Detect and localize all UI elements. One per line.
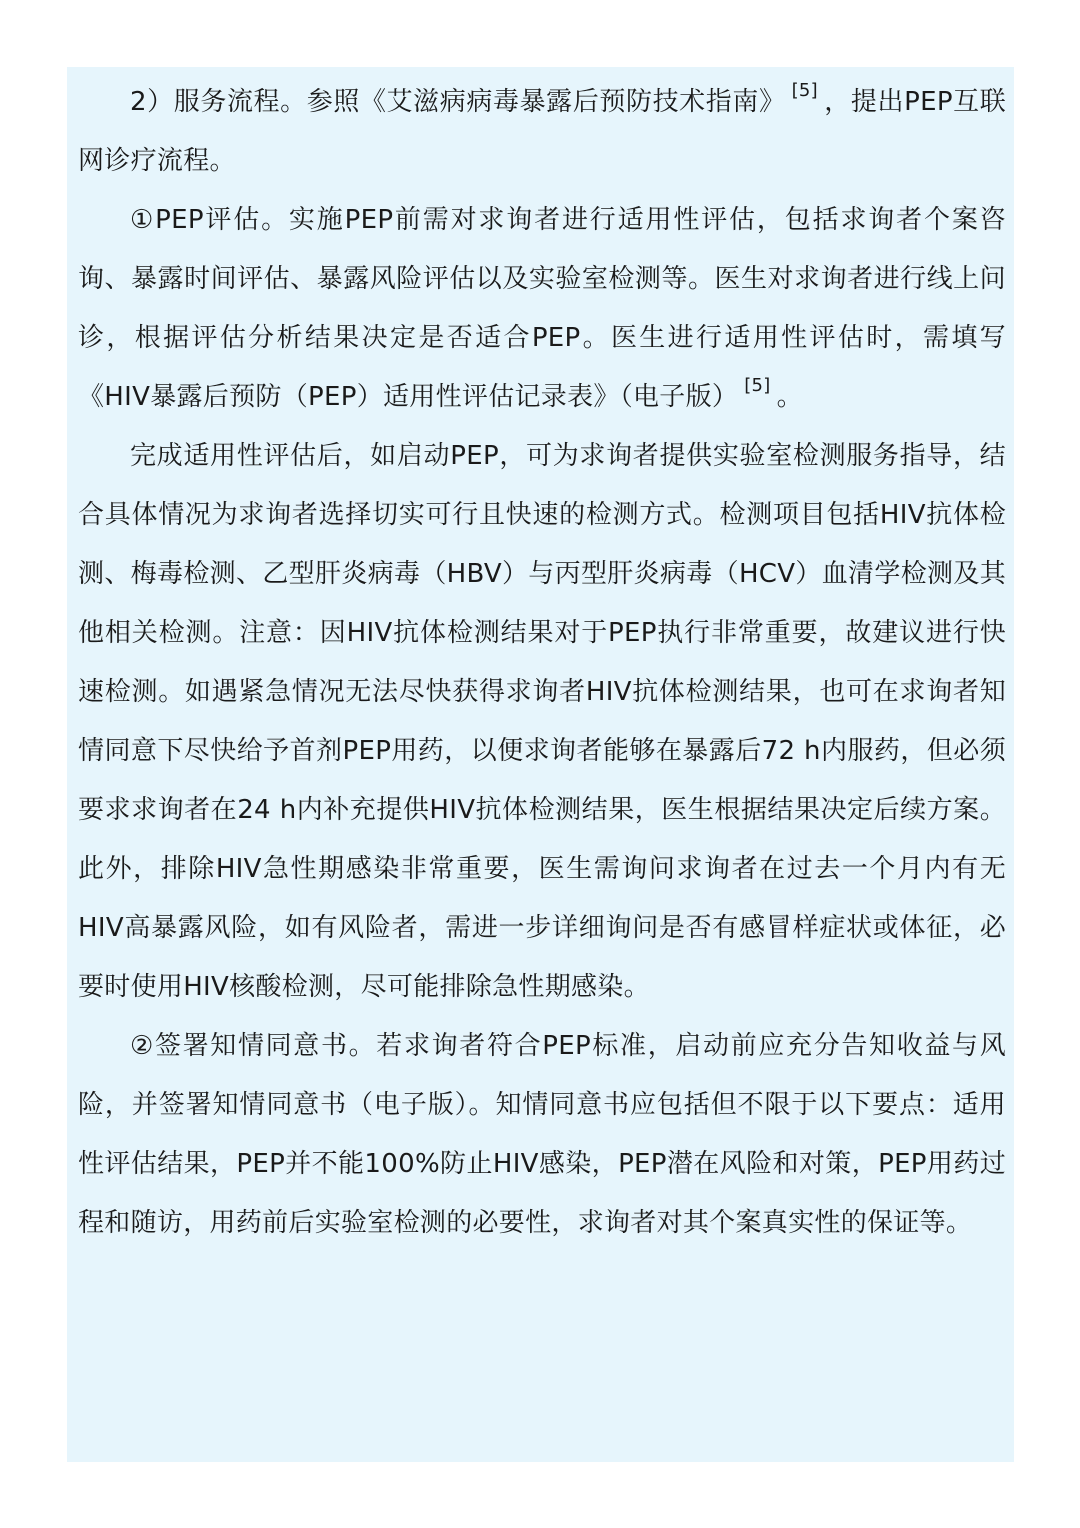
paragraph-service-process <box>78 73 1006 191</box>
paragraph-pep-assessment <box>78 191 1006 427</box>
paragraph-lab-testing: 完成适用性评估后，如启动PEP，可为求询者提供实验室检测服务指导，结合具体情况为求询者选择切实可行且快速的检测方式。检测项目包括HIV抗体检测、梅毒检测、乙型肝炎病毒（HBV）与丙型肝炎病毒（HCV）血清学检测及其他相关检测。注意：因HIV抗体检测结果对于PEP执行非常重要，故建议进行快速检测。如遇紧急情况无法尽快获得求询者HIV抗体检测结果，也可在求询者知情同意下尽快给予首剂PEP用药，以便求询者能够在暴露后72 h内服药，但必须要求求询者在24 h内补充提供HIV抗体检测结果，医生根据结果决定后续方案。此外，排除HIV急性期感染非常重要，医生需询问求询者在过去一个月内有无HIV高暴露风险，如有风险者，需进一步详细询问是否有感冒样症状或体征，必要时使用HIV核酸检测，尽可能排除急性期感染。 <box>78 441 1006 1002</box>
paragraph-text: ①PEP评估。实施PEP前需对求询者进行适用性评估，包括求询者个案咨询、暴露时间评估、暴露风险评估以及实验室检测等。医生对求询者进行线上问诊，根据评估分析结果决定是否适合PEP。医生进行适用性评估时，需填写《HIV暴露后预防（PEP）适用性评估记录表》（电子版） <box>78 205 1006 412</box>
paragraph-text: 2）服务流程。参照《艾滋病病毒暴露后预防技术指南》 <box>130 87 786 117</box>
paragraph-text: ，提出PEP互联网诊疗流程。 <box>78 87 1006 176</box>
paragraph-informed-consent: ②签署知情同意书。若求询者符合PEP标准，启动前应充分告知收益与风险，并签署知情同意书（电子版）。知情同意书应包括但不限于以下要点：适用性评估结果，PEP并不能100%防止HIV感染，PEP潜在风险和对策，PEP用药过程和随访，用药前后实验室检测的必要性，求询者对其个案真实性的保证等。 <box>78 1031 1006 1238</box>
paragraph-text: 。 <box>776 382 803 412</box>
citation-ref: [5] <box>744 375 771 396</box>
article-body <box>78 73 1006 1253</box>
citation-ref: [5] <box>791 80 818 101</box>
